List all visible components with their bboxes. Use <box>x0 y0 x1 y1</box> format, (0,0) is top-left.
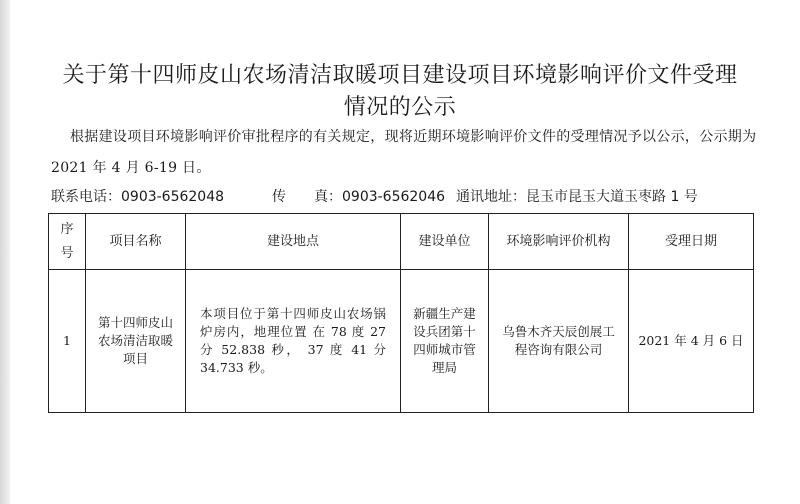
cell-seq: 1 <box>49 270 86 413</box>
header-project-name: 项目名称 <box>86 214 186 270</box>
title-line-2: 情况的公示 <box>343 95 457 120</box>
header-eia-agency: 环境影响评价机构 <box>489 214 629 270</box>
acceptance-table <box>48 213 754 413</box>
table-row <box>49 270 754 413</box>
header-location: 建设地点 <box>186 214 401 270</box>
intro-paragraph: 根据建设项目环境影响评价审批程序的有关规定，现将近期环境影响评价文件的受理情况予以公示，公示期为 <box>70 129 757 145</box>
document-title <box>40 60 760 124</box>
cell-construction-unit: 新疆生产建设兵团第十四师城市管理局 <box>401 270 489 413</box>
contact-fax: 传 真：0903-6562046 <box>272 189 446 205</box>
announcement-period: 2021 年 4 月 6-19 日。 <box>51 160 211 176</box>
cell-eia-agency: 乌鲁木齐天辰创展工程咨询有限公司 <box>489 270 629 413</box>
header-acceptance-date: 受理日期 <box>629 214 754 270</box>
cell-acceptance-date: 2021 年 4 月 6 日 <box>629 270 754 413</box>
cell-project-name: 第十四师皮山农场清洁取暖项目 <box>86 270 186 413</box>
contact-address: 通讯地址：昆玉市昆玉大道玉枣路 1 号 <box>456 189 698 205</box>
header-construction-unit: 建设单位 <box>401 214 489 270</box>
title-line-1: 关于第十四师皮山农场清洁取暖项目建设项目环境影响评价文件受理 <box>62 63 738 88</box>
contact-phone: 联系电话：0903-6562048 <box>51 189 225 205</box>
cell-location: 本项目位于第十四师皮山农场锅炉房内，地理位置 在 78 度 27 分 52.838 秒， 37 度 41 分 34.733 秒。 <box>186 270 401 413</box>
header-seq: 序 号 <box>49 214 86 270</box>
table-header-row <box>49 214 754 270</box>
